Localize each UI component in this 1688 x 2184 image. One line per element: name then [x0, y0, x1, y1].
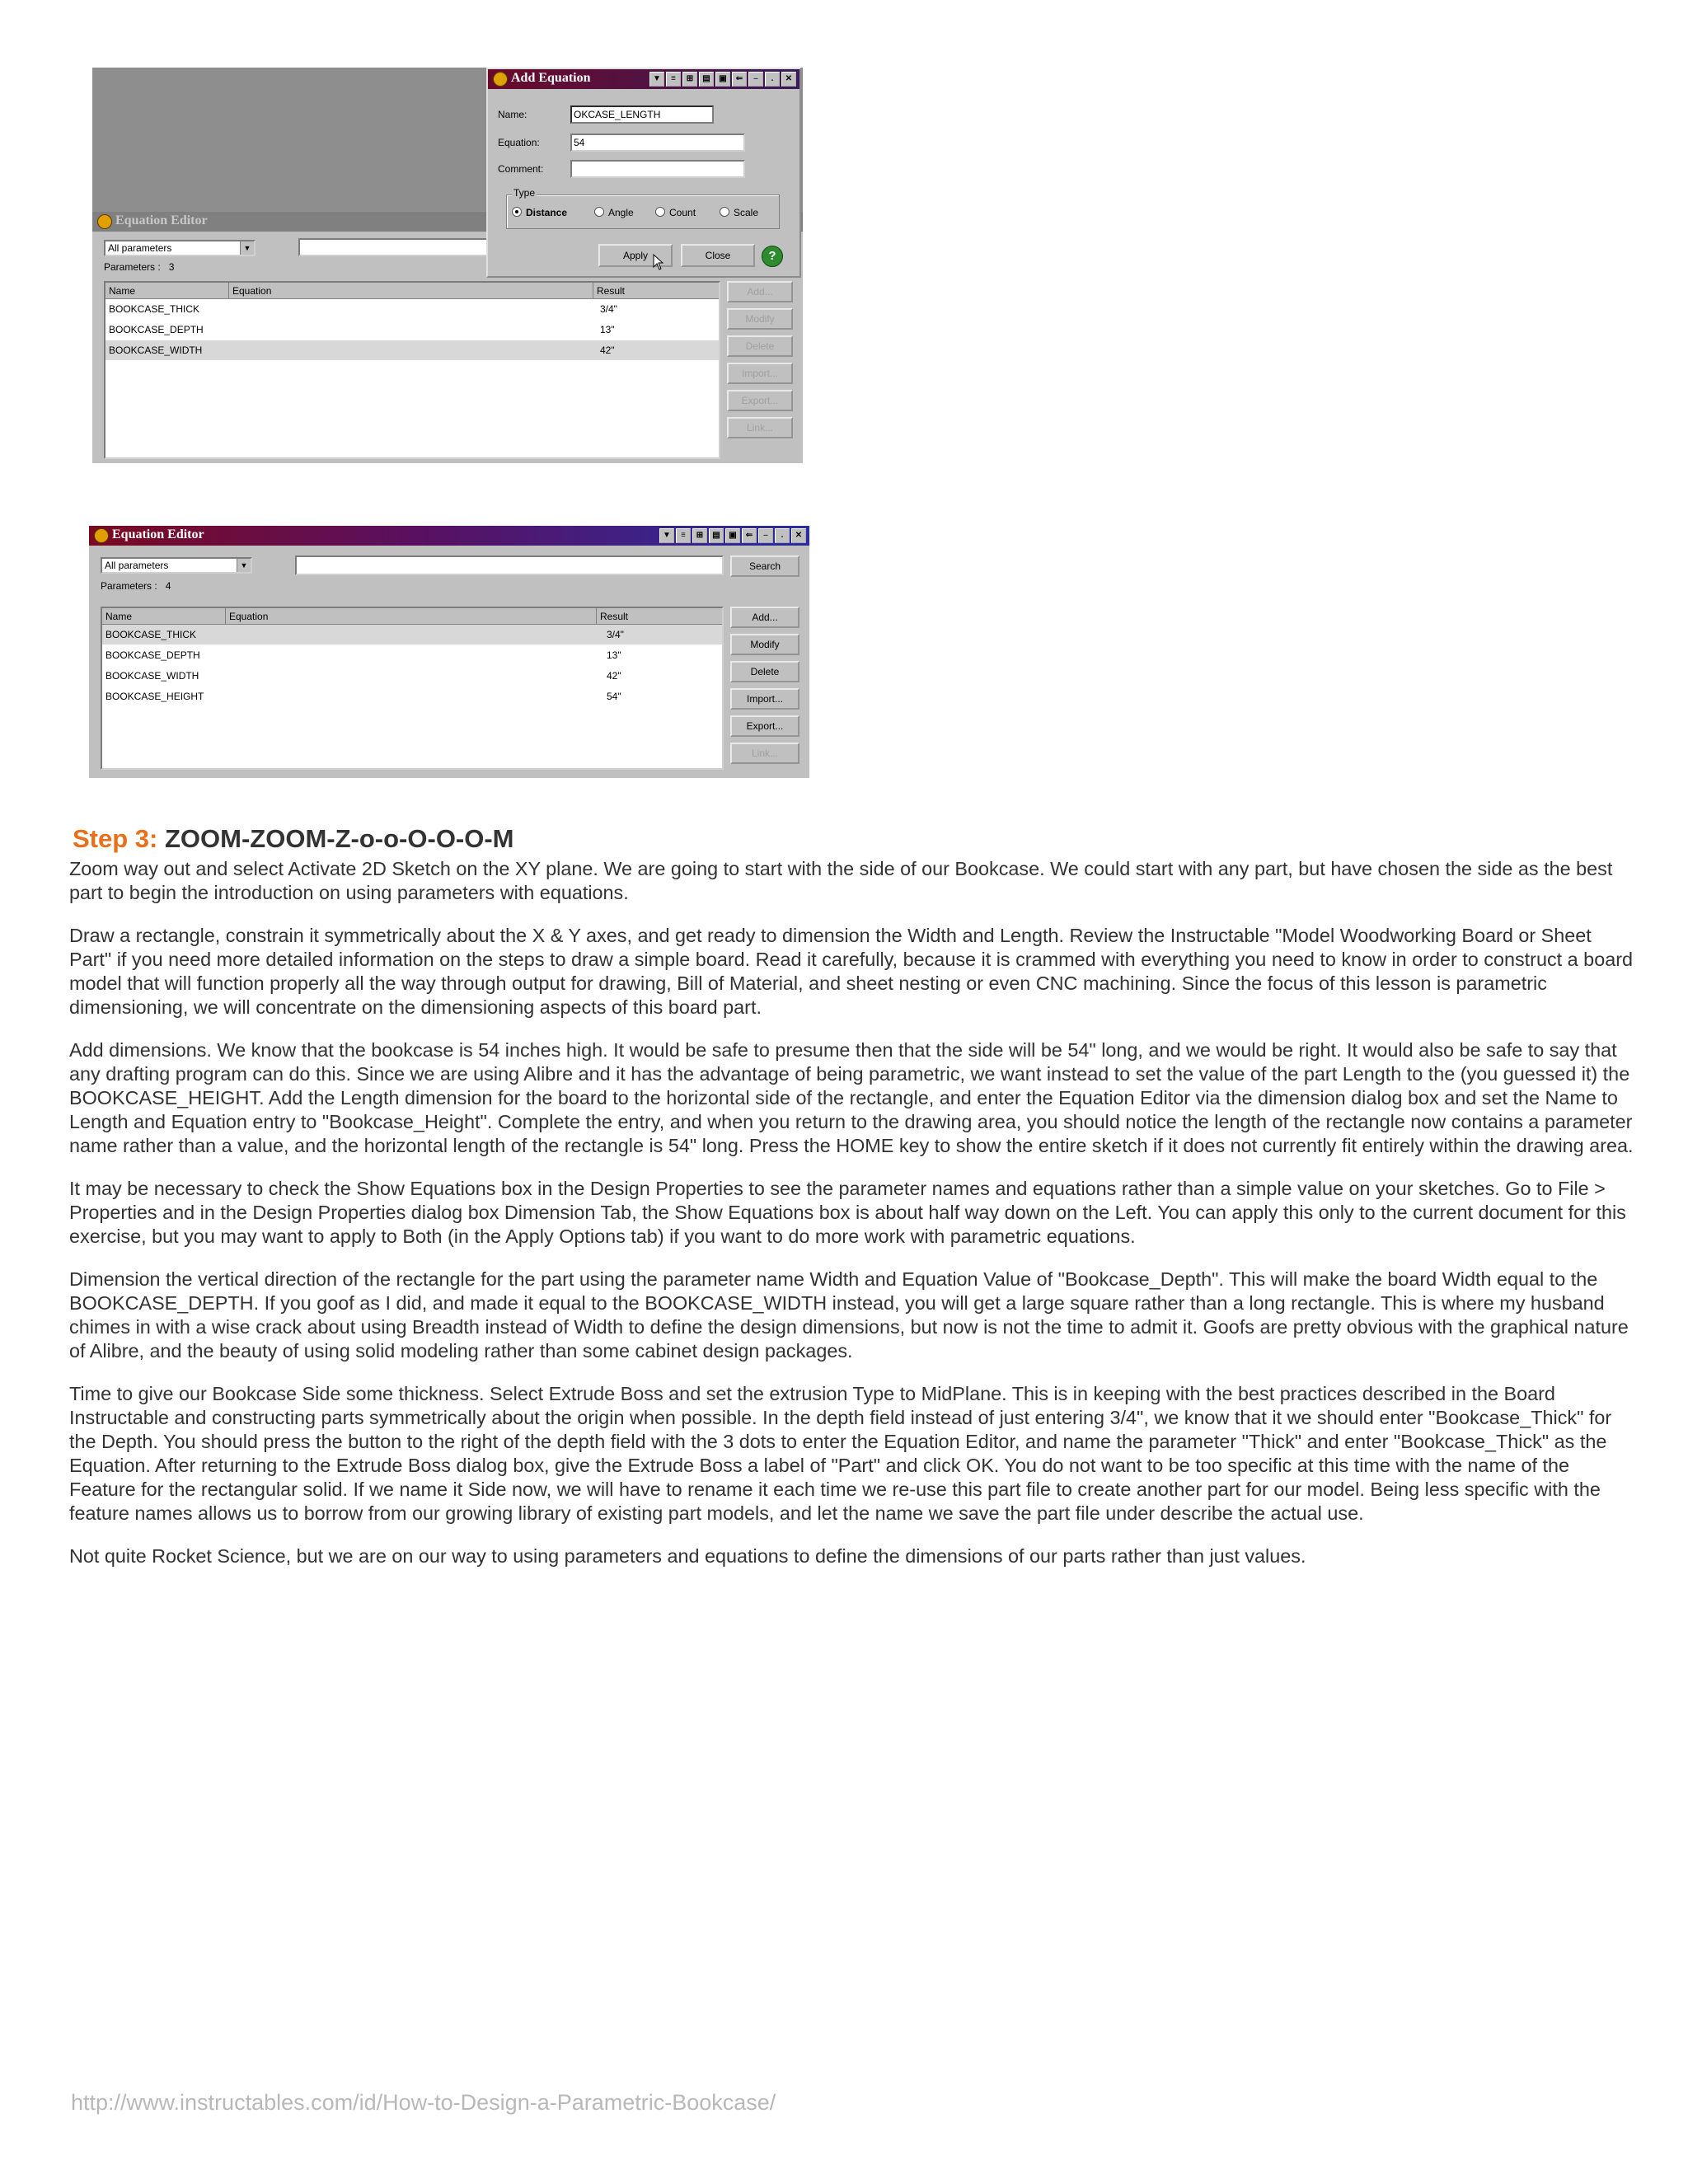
- table-row[interactable]: [106, 320, 719, 340]
- titlebar-buttons: [659, 528, 806, 543]
- parameter-list[interactable]: [101, 607, 724, 770]
- sort-icon[interactable]: ≡: [676, 528, 691, 543]
- paragraph: Add dimensions. We know that the bookcase is 54 inches high. It would be safe to presume then that the side will be 54" long, and we would be right. It would also be safe to say that any drafting program can do this. Since we are using Alibre and it has the advantage of being parametric, we want instead to set the value of the part Length to the (you guessed it) the BOOKCASE_HEIGHT. Add the Length dimension for the board to the horizontal side of the rectangle, and enter the Equation Editor via the dimension dialog box and set the Name to Length and Equation entry to "Bookcase_Height". Complete the entry, and when you return to the drawing area, you should notice the length of the rectangle now contains a parameter name rather than a value, and the horizontal length of the rectangle is 54" long. Press the HOME key to show the entire sketch if it does not currently fit entirely within the drawing area.: [69, 1039, 1634, 1156]
- radio-icon: [720, 207, 729, 217]
- modify-button[interactable]: Modify: [727, 308, 793, 330]
- search-field[interactable]: [298, 238, 496, 256]
- filter-icon[interactable]: ▼: [659, 528, 674, 543]
- grid-icon[interactable]: ⊞: [682, 72, 697, 87]
- column-header-equation[interactable]: Equation: [229, 283, 593, 299]
- link-button[interactable]: Link...: [730, 743, 799, 764]
- type-group: [506, 187, 780, 229]
- equation-label: Equation:: [498, 137, 540, 148]
- table-row-selected[interactable]: [106, 340, 719, 360]
- titlebar-buttons: [649, 72, 796, 87]
- radio-icon: [655, 207, 665, 217]
- parameters-label: Parameters :: [101, 580, 157, 592]
- search-button[interactable]: Search: [730, 555, 799, 577]
- parameters-count: 4: [165, 580, 171, 592]
- add-button[interactable]: Add...: [730, 607, 799, 628]
- row-result: 42": [600, 344, 615, 356]
- parameter-filter-select[interactable]: [101, 557, 252, 574]
- delete-button[interactable]: Delete: [730, 661, 799, 682]
- table-row[interactable]: [102, 645, 722, 665]
- equation-editor-title: Equation Editor: [112, 527, 204, 541]
- column-header-result[interactable]: Result: [593, 283, 720, 299]
- import-button[interactable]: Import...: [730, 688, 799, 710]
- parameters-count: 3: [168, 261, 175, 273]
- export-button[interactable]: Export...: [727, 390, 793, 411]
- table-row[interactable]: [102, 687, 722, 706]
- parameters-count-label: [104, 261, 174, 273]
- import-button[interactable]: Import...: [727, 363, 793, 384]
- column-header-equation[interactable]: Equation: [226, 608, 597, 625]
- row-result: 13": [607, 649, 621, 661]
- close-icon[interactable]: ✕: [791, 528, 806, 543]
- add-equation-titlebar: [488, 69, 799, 89]
- minimize-icon[interactable]: –: [748, 72, 763, 87]
- row-result: 3/4": [600, 303, 617, 315]
- add-button[interactable]: Add...: [727, 281, 793, 302]
- paragraph: It may be necessary to check the Show Equations box in the Design Properties to see the parameter names and equations rather than a simple value on your sketches. Go to File > Properties and in the Design Properties dialog box Dimension Tab, the Show Equations box is about half way down on the Left. You can apply this only to the current document for this exercise, but you may want to apply to Both (in the Apply Options tab) if you want to do more work with parametric equations.: [69, 1178, 1626, 1247]
- parameters-label: Parameters :: [104, 261, 161, 273]
- row-name: BOOKCASE_HEIGHT: [106, 691, 204, 702]
- column-header-name[interactable]: Name: [106, 283, 229, 299]
- search-input[interactable]: [295, 555, 724, 575]
- add-equation-title: Add Equation: [511, 71, 591, 85]
- parameter-filter-value: All parameters: [105, 560, 169, 571]
- app-logo-icon: [493, 72, 508, 87]
- filter-icon[interactable]: ▼: [649, 72, 664, 87]
- type-label: Type: [513, 187, 536, 199]
- radio-selected-icon: [512, 207, 522, 217]
- chevron-down-icon: ▼: [240, 241, 254, 255]
- screenshot-add-equation: [92, 68, 803, 463]
- paragraph: Time to give our Bookcase Side some thickness. Select Extrude Boss and set the extrusion Type to MidPlane. This is in keeping with the best practices described in the Board Instructable and constructing parts symmetrically about the origin when possible. In the depth field instead of just entering 3/4", we know that it we should enter "Bookcase_Thick" for the Depth. You should press the button to the right of the depth field with the 3 dots to enter the Equation Editor, and name the parameter "Thick" and enter "Bookcase_Thick" as the Equation. After returning to the Extrude Boss dialog box, give the Extrude Boss a label of "Part" and click OK. You do not want to be too specific at this time with the name of the Feature for the rectangular solid. If we name it Side now, we will have to rename it each time we re-use this part file to create another part for our model. Being less specific with the feature names allows us to borrow from our growing library of existing part models, and let the name we save the part file under describe the actual use.: [69, 1383, 1612, 1524]
- restore-icon[interactable]: ⇐: [742, 528, 757, 543]
- close-button[interactable]: Close: [681, 244, 755, 267]
- column-header-result[interactable]: Result: [597, 608, 724, 625]
- row-name: BOOKCASE_DEPTH: [109, 324, 204, 335]
- row-result: 54": [607, 691, 621, 702]
- link-button[interactable]: Link...: [727, 417, 793, 438]
- radio-count[interactable]: [655, 207, 696, 218]
- grid-icon[interactable]: ⊞: [692, 528, 707, 543]
- paragraph: Not quite Rocket Science, but we are on our way to using parameters and equations to define the dimensions of our parts rather than just values.: [69, 1545, 1306, 1567]
- footer-url[interactable]: http://www.instructables.com/id/How-to-Design-a-Parametric-Bookcase/: [71, 2090, 776, 2115]
- row-name: BOOKCASE_DEPTH: [106, 649, 200, 661]
- parameter-list[interactable]: [104, 281, 720, 459]
- step-title: ZOOM-ZOOM-Z-o-o-O-O-O-M: [164, 824, 514, 853]
- name-field[interactable]: OKCASE_LENGTH: [570, 105, 714, 124]
- equation-field[interactable]: 54: [570, 134, 745, 152]
- row-result: 13": [600, 324, 615, 335]
- table-row[interactable]: [102, 666, 722, 686]
- name-label: Name:: [498, 109, 528, 120]
- radio-distance[interactable]: [512, 207, 567, 218]
- add-equation-dialog: [486, 68, 801, 278]
- row-name: BOOKCASE_THICK: [109, 303, 200, 315]
- row-result: 3/4": [607, 629, 624, 640]
- paragraph: Dimension the vertical direction of the rectangle for the part using the parameter name Width and Equation Value of "Bookcase_Depth". This will make the board Width equal to the BOOKCASE_DEPTH. If you goof as I did, and made it equal to the BOOKCASE_WIDTH instead, you will get a large square rather than a long rectangle. This is where my husband chimes in with a wise crack about using Breadth instead of Width to define the design dimensions, but now is not the time to admit it. Goofs are pretty obvious with the graphical nature of Alibre, and the beauty of using solid modeling rather than some cabinet design packages.: [69, 1268, 1629, 1361]
- dot-icon[interactable]: .: [775, 528, 790, 543]
- equation-editor-title: Equation Editor: [115, 213, 208, 227]
- parameter-filter-value: All parameters: [108, 242, 172, 254]
- radio-scale[interactable]: [720, 207, 758, 218]
- modify-button[interactable]: Modify: [730, 634, 799, 655]
- radio-icon: [594, 207, 604, 217]
- apply-button[interactable]: Apply: [598, 244, 673, 267]
- radio-angle[interactable]: [594, 207, 634, 218]
- radio-angle-label: Angle: [608, 207, 634, 218]
- sort-icon[interactable]: ≡: [666, 72, 681, 87]
- app-logo-icon: [94, 528, 109, 543]
- row-name: BOOKCASE_WIDTH: [109, 344, 203, 356]
- table-row-selected[interactable]: [102, 625, 722, 644]
- row-result: 42": [607, 670, 621, 682]
- row-name: BOOKCASE_WIDTH: [106, 670, 199, 682]
- parameters-count-label: [101, 580, 171, 592]
- step-number: Step 3:: [73, 824, 158, 853]
- close-icon[interactable]: ✕: [781, 72, 796, 87]
- app-logo-icon: [97, 214, 112, 229]
- screenshot-equation-editor: [89, 526, 809, 778]
- dot-icon[interactable]: .: [765, 72, 780, 87]
- step-heading: [73, 824, 514, 854]
- export-button[interactable]: Export...: [730, 715, 799, 737]
- minimize-icon[interactable]: –: [758, 528, 773, 543]
- help-icon[interactable]: ?: [762, 246, 783, 267]
- row-name: BOOKCASE_THICK: [106, 629, 197, 640]
- chevron-down-icon: ▼: [237, 559, 251, 572]
- delete-button[interactable]: Delete: [727, 335, 793, 357]
- radio-count-label: Count: [669, 207, 696, 218]
- restore-icon[interactable]: ⇐: [732, 72, 747, 87]
- equation-editor-titlebar: [89, 526, 809, 546]
- paragraph: Zoom way out and select Activate 2D Sketch on the XY plane. We are going to start with the side of our Bookcase. We could start with any part, but have chosen the side as the best part to begin the introduction on using parameters with equations.: [69, 858, 1613, 903]
- paragraph: Draw a rectangle, constrain it symmetrically about the X & Y axes, and get ready to dimension the Width and Length. Review the Instructable "Model Woodworking Board or Sheet Part" if you need more detailed information on the steps to draw a simple board. Read it carefully, because it is crammed with everything you need to know in order to construct a board model that will function properly all the way through output for drawing, Bill of Material, and sheet nesting or even CNC machining. Since the focus of this lesson is parametric dimensioning, we will concentrate on the dimensioning aspects of this board part.: [69, 925, 1634, 1018]
- comment-field[interactable]: [570, 160, 745, 178]
- parameter-filter-select[interactable]: [104, 240, 256, 256]
- comment-label: Comment:: [498, 163, 544, 175]
- table-row[interactable]: [106, 299, 719, 319]
- page-icon[interactable]: ▤: [709, 528, 724, 543]
- image-icon[interactable]: ▣: [725, 528, 740, 543]
- page-icon[interactable]: ▤: [699, 72, 714, 87]
- step-content: [69, 857, 1635, 1587]
- image-icon[interactable]: ▣: [715, 72, 730, 87]
- mouse-cursor-icon: [653, 254, 664, 270]
- column-header-name[interactable]: Name: [102, 608, 226, 625]
- radio-distance-label: Distance: [526, 207, 568, 218]
- radio-scale-label: Scale: [734, 207, 759, 218]
